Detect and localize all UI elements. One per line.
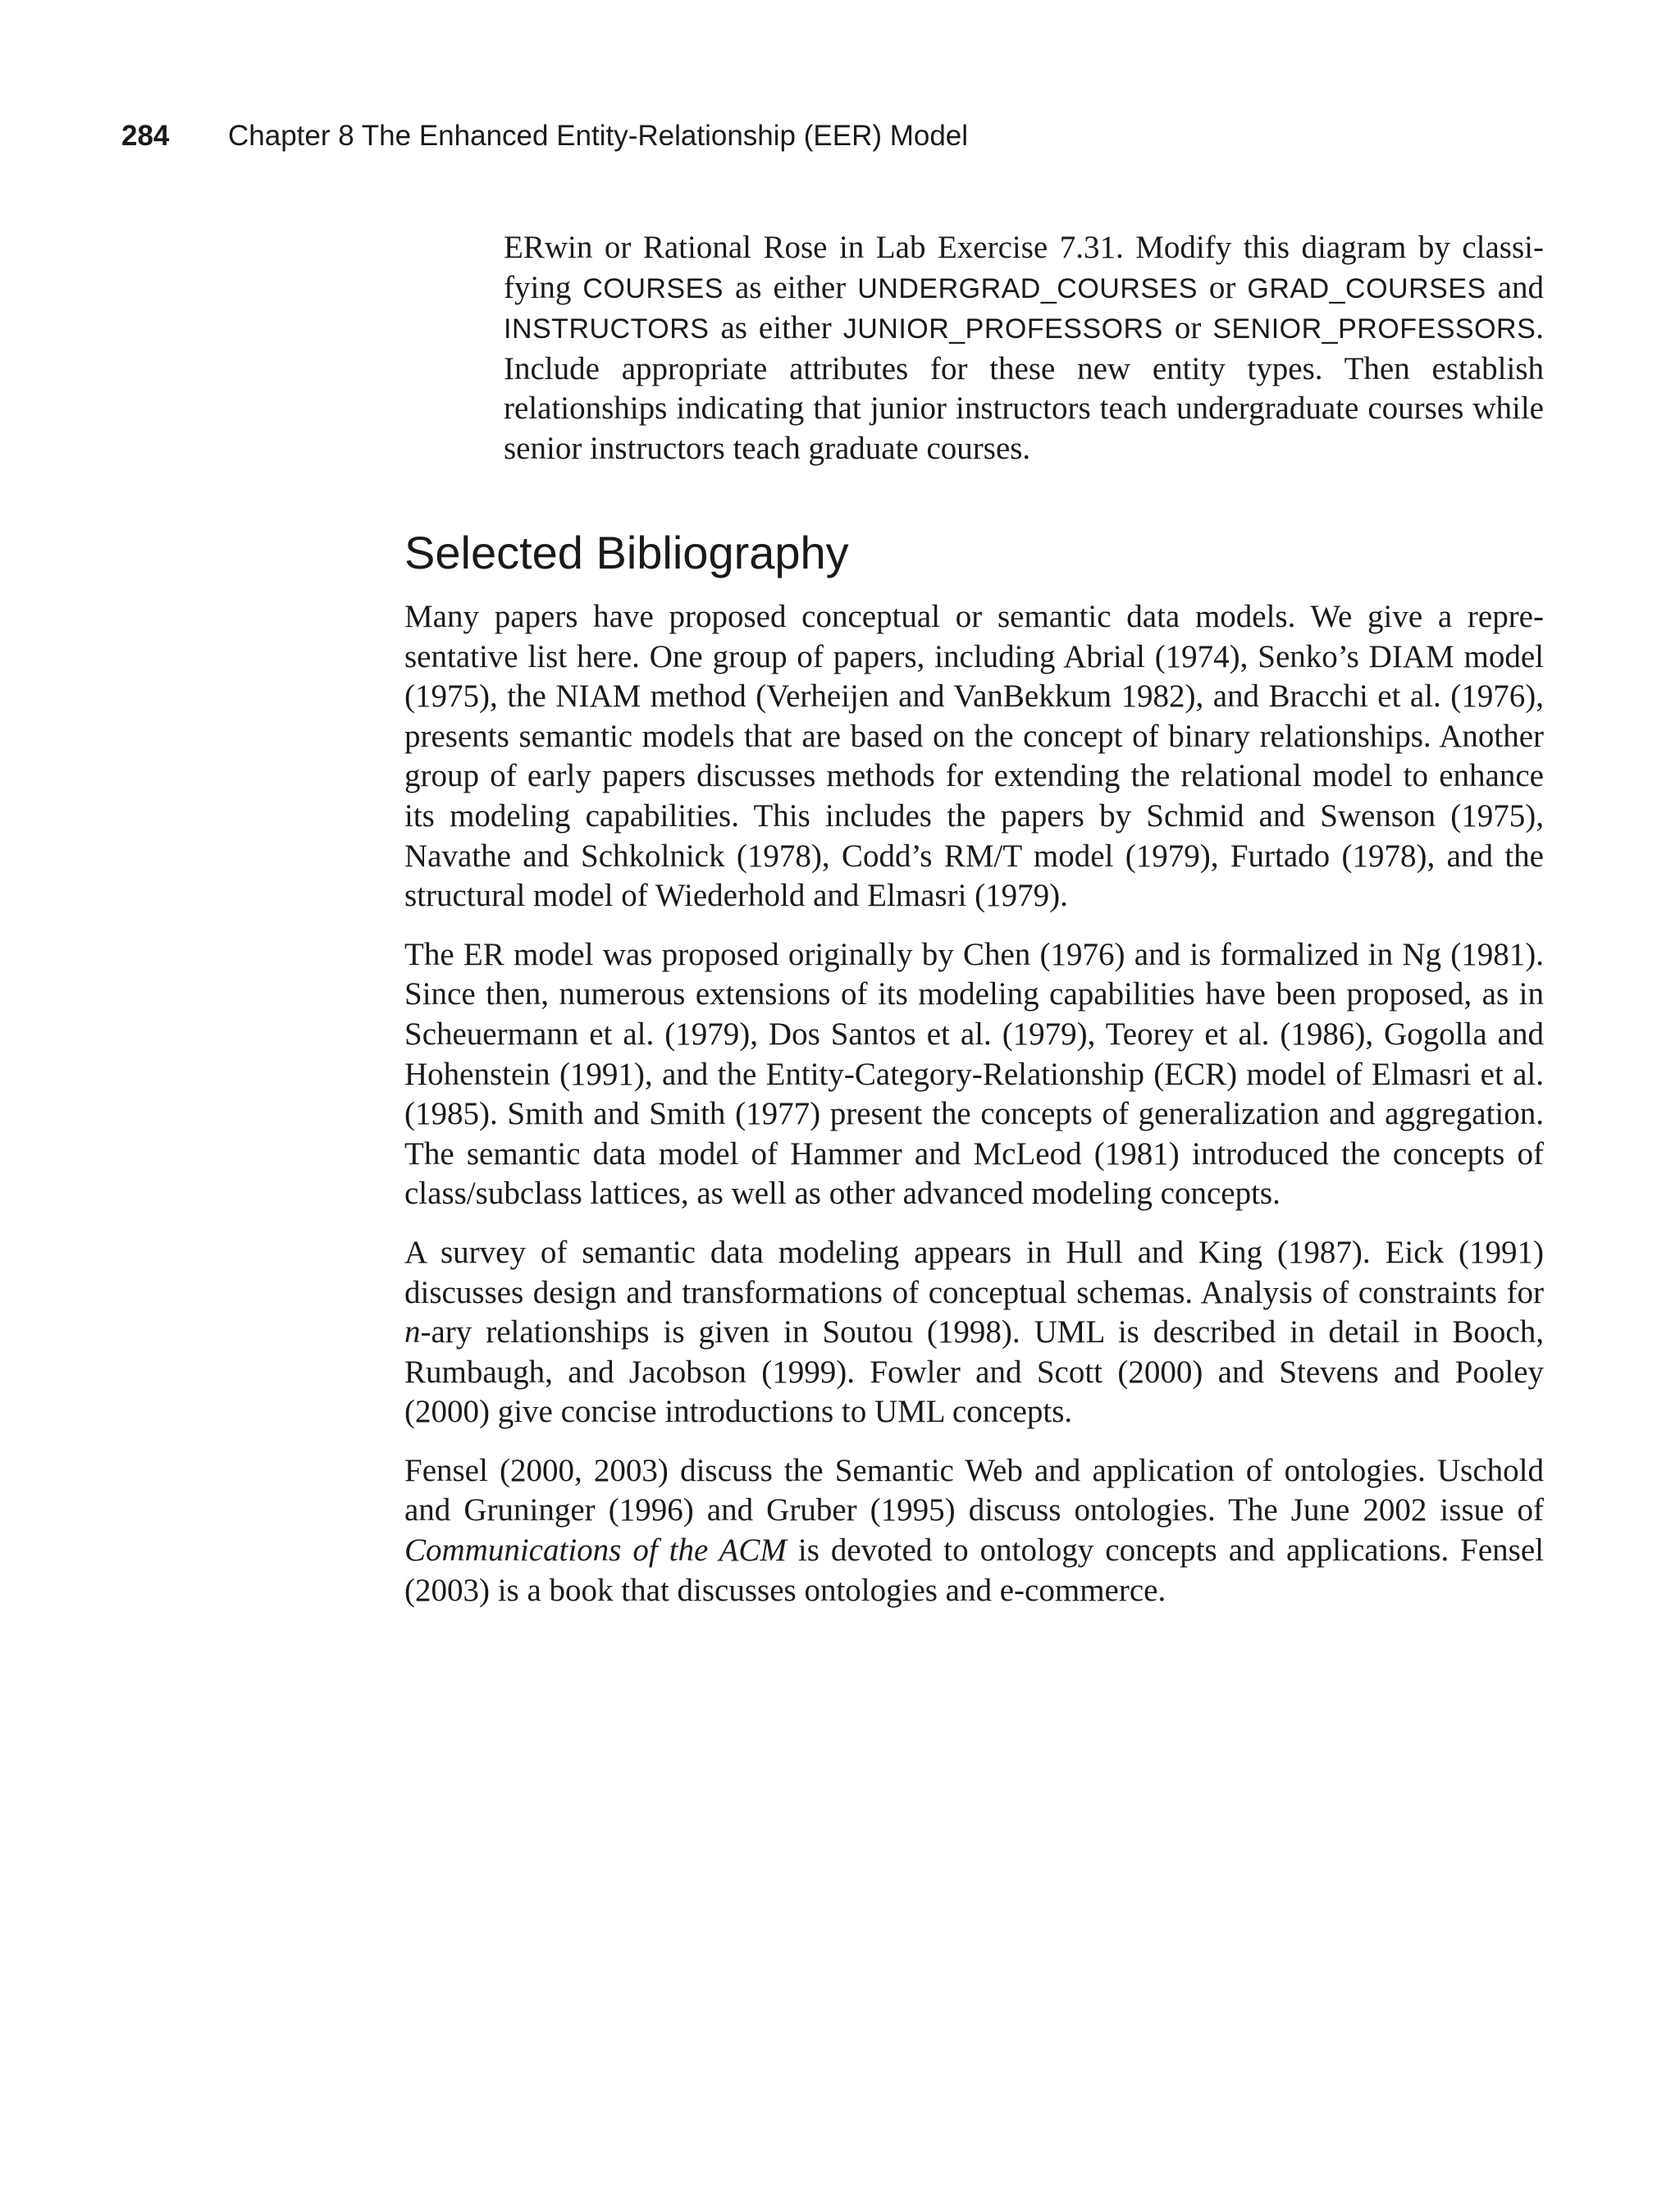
exercise-text <box>504 228 1544 469</box>
entity-undergrad-courses: UNDERGRAD_COURSES <box>857 272 1198 304</box>
paragraph-3 <box>404 1233 1544 1432</box>
exercise-text-part: as either <box>709 310 843 346</box>
paragraph-2: The ER model was proposed originally by Chen (1976) and is formalized in Ng (1981). Since then, numerous extensions of its modeling capabilities have been proposed, as in Scheuermann et al. (1979), Dos Santos et al. (1979), Teorey et al. (1986), Gogolla and Hohenstein (1991), and the Entity-Category-Relationship (ECR) model of Elmasri et al. (1985). Smith and Smith (1977) present the concepts of generalization and aggregation. The semantic data model of Hammer and McLeod (1981) introduced the concepts of class/subclass lattices, as well as other advanced modeling concepts. <box>404 936 1544 1212</box>
exercise-text-part: . Include appropriate attributes for these new entity types. Then establish relationships indicating that junior instructors teach undergraduate courses while senior instructors teach graduate courses. <box>504 310 1544 466</box>
exercise-text-part: or <box>1197 269 1248 305</box>
section-heading: Selected Bibliography <box>404 527 849 578</box>
entity-courses: COURSES <box>582 272 724 304</box>
page-number: 284 <box>121 120 170 152</box>
paragraph-1: Many papers have proposed conceptual or semantic data models. We give a representative list here. One group of papers, including Abrial (1974), Senko’s DIAM model (1975), the NIAM method (Verheijen and VanBekkum 1982), and Bracchi et al. (1976), presents semantic models that are based on the concept of binary relationships. Another group of early papers discusses methods for extending the relational model to enhance its modeling capabilities. This includes the papers by Schmid and Swenson (1975), Navathe and Schkolnick (1978), Codd’s RM/T model (1979), Furtado (1978), and the structural model of Wiederhold and Elmasri (1979). <box>404 599 1544 914</box>
paragraph-3-text: A survey of semantic data modeling appears in Hull and King (1987). Eick (1991) discusses design and transformations of conceptual schemas. Analysis of constraints for <box>404 1234 1544 1310</box>
journal-title: Communications of the ACM <box>404 1533 787 1569</box>
running-head <box>121 120 968 153</box>
entity-instructors: INSTRUCTORS <box>504 313 710 345</box>
entity-senior-professors: SENIOR_PROFESSORS <box>1212 313 1536 345</box>
n-variable: n <box>404 1314 421 1350</box>
paragraph-4-text: is devoted to ontology concepts and applications. Fensel (2003) is a book that discusses ontologies and e-commerce. <box>404 1533 1545 1608</box>
exercise-text-part: or <box>1162 310 1213 346</box>
paragraph-4 <box>404 1451 1544 1610</box>
exercise-text-part: and <box>1486 269 1544 305</box>
chapter-title: Chapter 8 The Enhanced Entity-Relationship (EER) Model <box>228 120 969 152</box>
paragraph-3-text: -ary relationships is given in Soutou (1998). UML is described in detail in Booch, Rumbaugh, and Jacobson (1999). Fowler and Scott (2000) and Stevens and Pooley (2000) give concise introductions to UML concepts. <box>404 1314 1544 1430</box>
exercise-text-part: as either <box>723 269 858 305</box>
paragraph-4-text: Fensel (2000, 2003) discuss the Semantic Web and application of ontologies. Uschold and Gruninger (1996) and Gruber (1995) discuss ontologies. The June 2002 issue of <box>404 1452 1544 1528</box>
bibliography-body <box>404 597 1544 1610</box>
entity-junior-professors: JUNIOR_PROFESSORS <box>842 313 1163 345</box>
exercise-text-part: ERwin or Rational Rose in Lab Exercise 7.31. Modify this diagram by classifying <box>504 230 1544 305</box>
entity-grad-courses: GRAD_COURSES <box>1247 272 1486 304</box>
